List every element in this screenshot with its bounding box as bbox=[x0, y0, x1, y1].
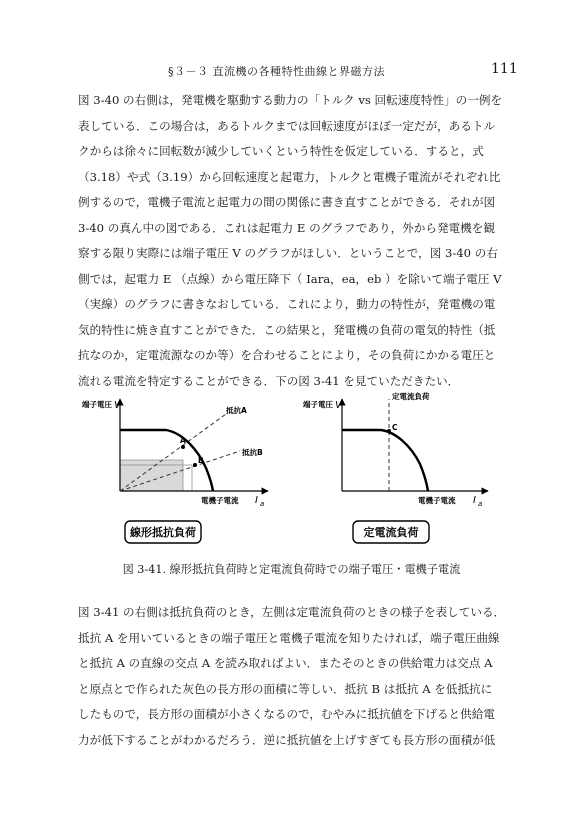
left-panel bbox=[81, 399, 268, 543]
text-line: 気的特性に焼き直すことができた．この結果と，発電機の負荷の電気的特性（抵 bbox=[78, 322, 496, 337]
text-line: 図 3-41 の右側は抵抗負荷のとき，左側は定電流負荷のときの様子を表している． bbox=[78, 605, 506, 619]
x-axis-label: 電機子電流 bbox=[418, 496, 456, 505]
x-axis-label: 電機子電流 bbox=[201, 496, 239, 505]
x-axis-symbol: I bbox=[255, 495, 258, 506]
point-a-label: A bbox=[180, 436, 186, 445]
text-line: 例するので，電機子電流と起電力の間の関係に書き直すことができる．それが図 bbox=[78, 195, 496, 209]
text-line: 抗なのか，定電流源なのか等）を合わせることにより，その負荷にかかる電圧と bbox=[78, 348, 496, 362]
y-axis-label: 端子電圧 bbox=[82, 400, 112, 409]
y-axis-symbol: V bbox=[114, 400, 121, 411]
terminal-voltage-curve bbox=[342, 430, 428, 491]
text-line: 表している．この場合は，あるトルクまでは回転速度がほぼ一定だが，あるトル bbox=[78, 118, 496, 133]
text-line: 察する限り実際には端子電圧 V のグラフがほしい．ということで，図 3-40 の右 bbox=[78, 246, 498, 260]
text-line: 抵抗 A を用いているときの端子電圧と電機子電流を知りたければ，端子電圧曲線 bbox=[78, 630, 500, 645]
text-line: と原点とで作られた灰色の長方形の面積に等しい．抵抗 B は抵抗 A を低抵抗に bbox=[78, 681, 493, 696]
point-b-label: B bbox=[198, 456, 204, 465]
linear-resistor-load-label: 線形抵抗負荷 bbox=[130, 526, 196, 539]
constant-current-load-label: 定電流負荷 bbox=[363, 526, 419, 539]
text-line: したもので，長方形の面積が小さくなるので，むやみに抵抗値を下げると供給電 bbox=[78, 707, 495, 721]
text-line: 流れる電流を特定することができる．下の図 3-41 を見ていただきたい． bbox=[78, 373, 460, 388]
text-line: （実線）のグラフに書きなおしている．これにより，動力の特性が，発電機の電 bbox=[78, 297, 496, 311]
page-header bbox=[0, 61, 583, 81]
point-c-label: C bbox=[392, 423, 398, 432]
y-axis-label: 端子電圧 bbox=[303, 400, 333, 409]
resistor-a-label: 抵抗A bbox=[226, 406, 247, 415]
text-line: 側では，起電力 E （点線）から電圧降下（ Iara，ea，eb ）を除いて端子電圧 V bbox=[78, 271, 502, 286]
figure-3-41 bbox=[78, 390, 518, 550]
x-axis-subscript: a bbox=[260, 500, 265, 508]
text-line: クからは徐々に回転数が減少していくという特性を仮定している．すると，式 bbox=[78, 144, 484, 158]
paragraph-2 bbox=[78, 600, 518, 753]
paragraph-1 bbox=[78, 88, 518, 394]
resistor-b-label: 抵抗B bbox=[242, 448, 263, 457]
intersection-b bbox=[193, 463, 197, 467]
right-panel bbox=[302, 391, 488, 543]
section-title: §３－３ 直流機の各種特性曲線と界磁方法 bbox=[168, 65, 385, 78]
x-axis-subscript: a bbox=[478, 500, 483, 508]
y-axis-symbol: V bbox=[335, 400, 342, 411]
figure-svg bbox=[78, 390, 518, 550]
text-line: 3-40 の真ん中の図である．これは起電力 E のグラフであり，外から発電機を観 bbox=[78, 220, 495, 235]
text-line: 力が低下することがわかるだろう．逆に抵抗値を上げすぎても長方形の面積が低 bbox=[78, 732, 496, 747]
intersection-a bbox=[181, 445, 185, 449]
constant-current-line-label: 定電流負荷 bbox=[392, 392, 430, 401]
page-number: 111 bbox=[491, 61, 518, 77]
text-line: （3.18）や式（3.19）から回転速度と起電力，トルクと電機子電流がそれぞれ比 bbox=[78, 169, 501, 184]
power-rectangle-a bbox=[120, 460, 183, 491]
x-axis-symbol: I bbox=[473, 495, 476, 506]
text-line: 図 3-40 の右側は，発電機を駆動する動力の「トルク vs 回転速度特性」の一例を bbox=[78, 93, 503, 107]
figure-caption: 図 3-41. 線形抵抗負荷時と定電流負荷時での端子電圧・電機子電流 bbox=[122, 563, 461, 576]
text-line: と抵抗 A の直線の交点 A を読み取ればよい．またそのときの供給電力は交点 A bbox=[78, 656, 493, 670]
intersection-c bbox=[387, 429, 391, 433]
